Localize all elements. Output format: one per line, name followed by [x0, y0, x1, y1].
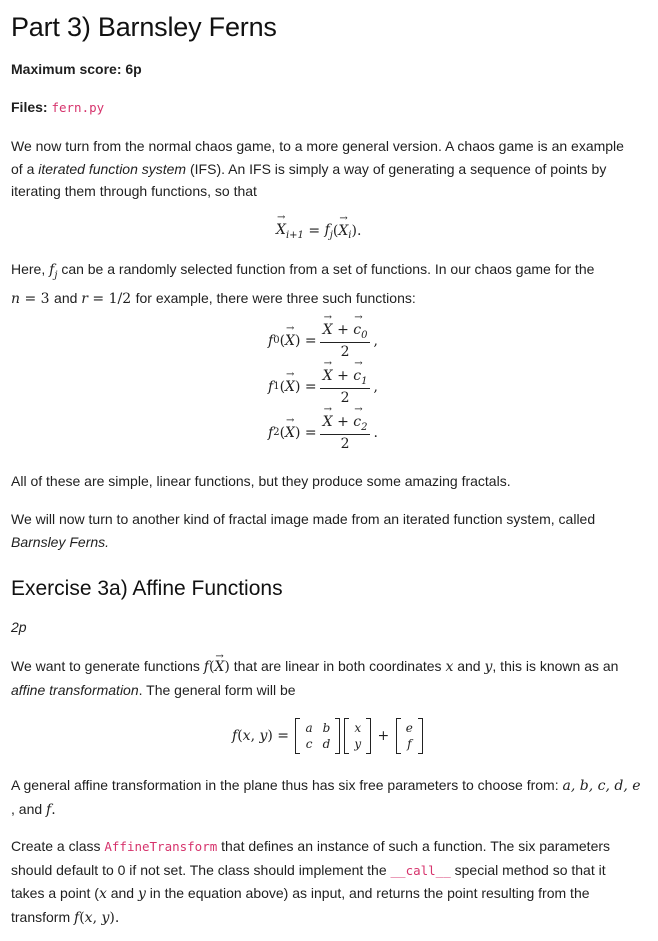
create-line-4: transform f(x, y). [11, 908, 120, 926]
vector-xy: x y [344, 718, 371, 754]
affine-paragraph [11, 655, 641, 701]
call-method-code: __call__ [390, 862, 451, 878]
files-value: fern.py [51, 100, 105, 115]
affine-line-1: We want to generate functions f(→ X) that are linear in both coordinates x and y, this is known as an [11, 655, 641, 679]
general-line-1: A general affine transformation in the plane thus has six free parameters to choose from: a, b, c, d, e [11, 777, 641, 794]
intro-line-2: of a iterated function system (IFS). An IFS is simply a way of generating a sequence of points by [11, 160, 607, 177]
files-label: Files: [11, 99, 48, 115]
intro-line-1: We now turn from the normal chaos game, to a more general version. A chaos game is an example [11, 138, 624, 154]
ifs-equation: → $X_{i+1}$ = $f_j$ ( → X $_i$ ). [276, 222, 361, 241]
create-paragraph [11, 835, 641, 929]
barnsley-term: Barnsley Ferns. [11, 533, 110, 550]
here-paragraph [11, 258, 641, 311]
general-line-2: , and f. [11, 800, 56, 818]
vector-ef: e f [396, 718, 423, 754]
here-line-1: Here, $f_j$ can be a randomly selected function from a set of functions. In our chaos game for the [11, 261, 595, 281]
affine-line-2: affine transformation. The general form will be [11, 681, 296, 698]
barnsley-line-1: We will now turn to another kind of fractal image made from an iterated function system, called [11, 511, 596, 527]
here-line-2: n = 3 and r = 1/2 for example, there were three such functions: [11, 290, 416, 308]
create-line-3: takes a point (x and y in the equation above) as input, and returns the point resulting from the [11, 885, 590, 902]
function-f1: f 1 ( → X ) = → $\frac{X + \to c_1}{2}$ , [268, 368, 378, 406]
function-f2: f 2 ( → X ) = → $\frac{X + \to c_2}{2}$ . [268, 414, 378, 452]
function-f0: f 0 ( → X ) = → $\frac{X + \to c_0}{2}$ , [268, 322, 378, 360]
create-line-2: should default to 0 if not set. The class should implement the __call__ special method so that it [11, 861, 606, 878]
linear-note: All of these are simple, linear functions, but they produce some amazing fractals. [11, 473, 511, 489]
page-title: Part 3) Barnsley Ferns [11, 12, 277, 42]
ifs-term: iterated function system [38, 160, 187, 177]
general-paragraph [11, 774, 641, 821]
files-line [11, 99, 104, 115]
matrix-abcd: a b c d [295, 718, 340, 754]
affine-term: affine transformation [11, 681, 139, 698]
affine-equation: f ( x , y ) = a b c d x y + e f [232, 718, 425, 754]
intro-paragraph [11, 135, 641, 203]
exercise-points: 2p [11, 619, 27, 635]
exercise-title: Exercise 3a) Affine Functions [11, 577, 283, 600]
barnsley-paragraph [11, 508, 641, 553]
class-name-code: AffineTransform [104, 839, 218, 854]
max-score: Maximum score: 6p [11, 61, 142, 77]
intro-line-3: iterating them through functions, so that [11, 183, 257, 199]
create-line-1: Create a class AffineTransform that defines an instance of such a function. The six parameters [11, 838, 611, 854]
